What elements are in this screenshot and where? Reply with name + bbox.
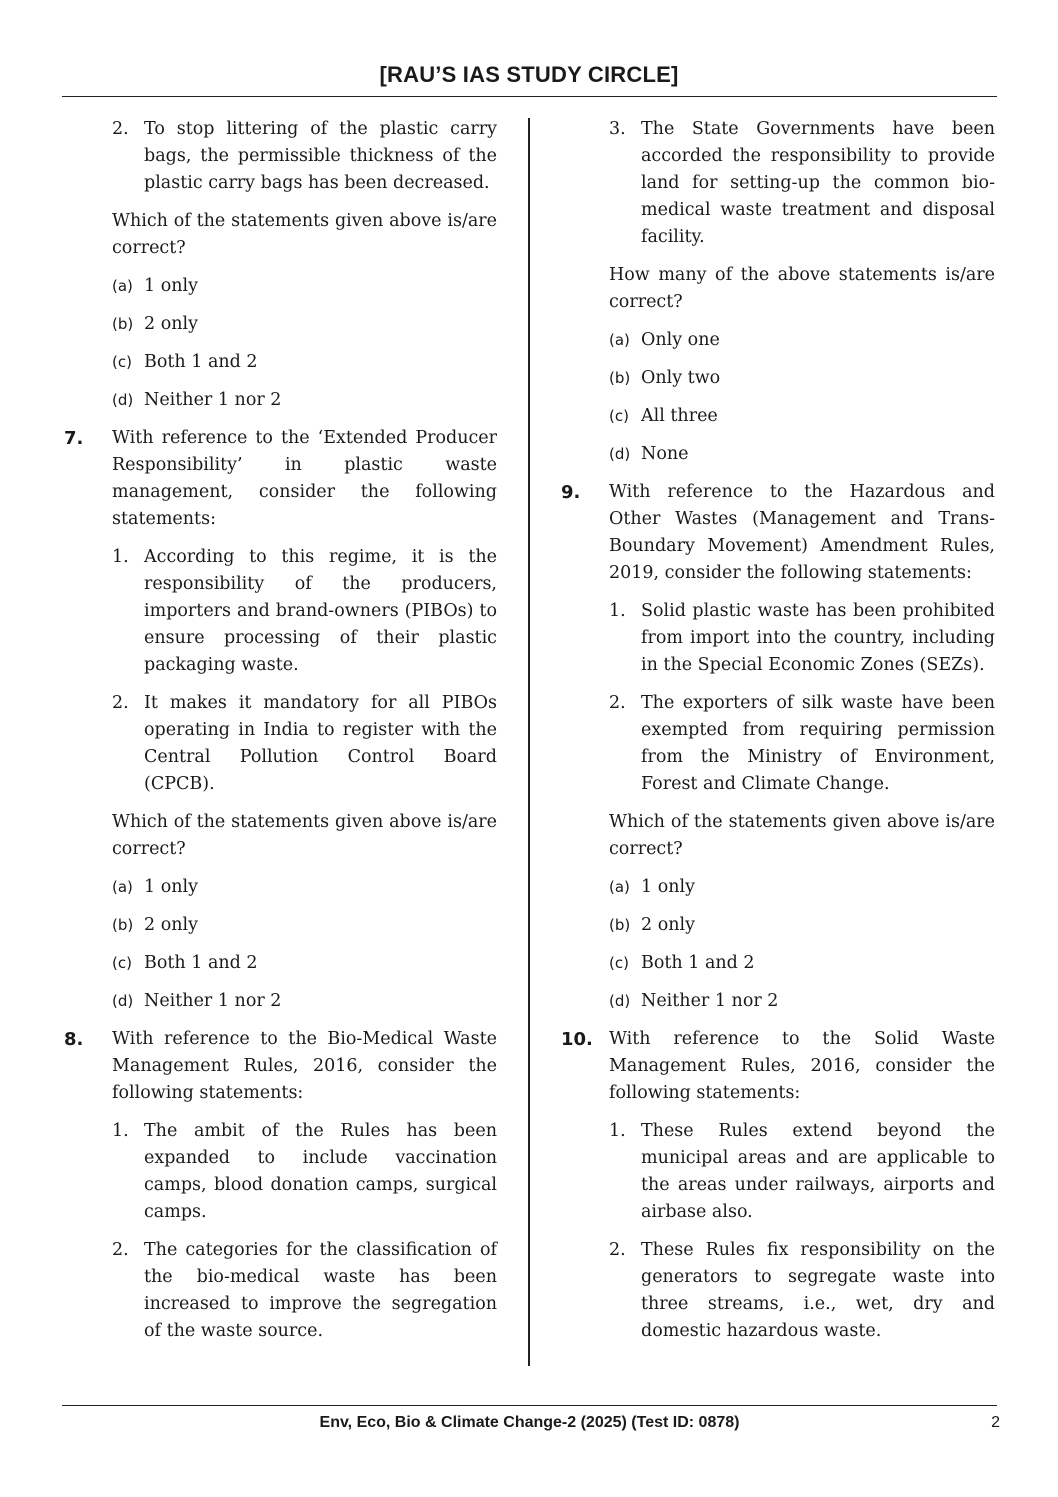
question-number: 8. (64, 1029, 84, 1050)
page-number: 2 (991, 1414, 1000, 1431)
option-text: 2 only (144, 314, 198, 334)
option-b[interactable] (112, 311, 497, 338)
option-letter: (b) (112, 315, 134, 333)
statement-text: The State Governments have been accorded the responsibility to provide land for setting-up the common bio-medical waste treatment and disposal facility. (641, 119, 995, 247)
statement-number: 2. (609, 1240, 626, 1260)
question-8 (60, 1026, 497, 1345)
option-letter: (b) (609, 369, 631, 387)
statement-text: It makes it mandatory for all PIBOs operating in India to register with the Central Pollution Control Board (CPCB). (144, 693, 497, 794)
option-text: None (641, 444, 689, 464)
right-column (557, 116, 995, 1356)
question-6-continued (60, 116, 497, 414)
option-d[interactable] (112, 387, 497, 414)
statement-number: 1. (609, 601, 626, 621)
option-text: 1 only (144, 276, 198, 296)
option-text: Both 1 and 2 (144, 953, 258, 973)
question-10 (557, 1026, 995, 1345)
statement (609, 598, 995, 679)
statement-number: 2. (112, 1240, 129, 1260)
statement-text: The ambit of the Rules has been expanded to include vaccination camps, blood donation camps, surgical camps. (144, 1121, 497, 1222)
statement-text: According to this regime, it is the responsibility of the producers, importers and brand-owners (PIBOs) to ensure processing of their plastic packaging waste. (144, 547, 497, 675)
statement (112, 1118, 497, 1226)
option-text: Only one (641, 330, 720, 350)
option-letter: (c) (112, 353, 132, 371)
statement (609, 1237, 995, 1345)
option-text: 2 only (144, 915, 198, 935)
statement-text: The categories for the classification of the bio-medical waste has been increased to improve the segregation of the waste source. (144, 1240, 497, 1341)
statement-number: 1. (112, 547, 129, 567)
question-9 (557, 479, 995, 1015)
option-a[interactable] (609, 327, 995, 354)
statement-number: 2. (112, 119, 129, 139)
question-7 (60, 425, 497, 1015)
question-stem: With reference to the Bio-Medical Waste Management Rules, 2016, consider the following statements: (112, 1029, 497, 1103)
option-letter: (a) (609, 331, 630, 349)
statement-text: The exporters of silk waste have been exempted from requiring permission from the Ministry of Environment, Forest and Climate Change. (641, 693, 995, 794)
option-c[interactable] (112, 349, 497, 376)
option-letter: (a) (609, 878, 630, 896)
option-letter: (d) (609, 992, 631, 1010)
option-letter: (c) (609, 407, 629, 425)
option-c[interactable] (609, 403, 995, 430)
statement-number: 2. (112, 693, 129, 713)
option-text: 1 only (641, 877, 695, 897)
option-a[interactable] (112, 874, 497, 901)
option-d[interactable] (609, 988, 995, 1015)
option-text: Neither 1 nor 2 (144, 991, 282, 1011)
option-d[interactable] (609, 441, 995, 468)
page-header-title: [RAU’S IAS STUDY CIRCLE] (379, 62, 679, 87)
option-c[interactable] (112, 950, 497, 977)
option-d[interactable] (112, 988, 497, 1015)
option-b[interactable] (609, 365, 995, 392)
statement (112, 690, 497, 798)
statement (609, 690, 995, 798)
option-text: Both 1 and 2 (144, 352, 258, 372)
option-a[interactable] (609, 874, 995, 901)
header-divider (62, 96, 997, 97)
option-text: All three (641, 406, 718, 426)
question-ask: Which of the statements given above is/are correct? (112, 211, 497, 258)
statement-text: These Rules extend beyond the municipal areas and are applicable to the areas under railways, airports and airbase also. (641, 1121, 995, 1222)
option-b[interactable] (609, 912, 995, 939)
question-stem: With reference to the Solid Waste Management Rules, 2016, consider the following statements: (609, 1029, 995, 1103)
footer-divider (62, 1405, 997, 1406)
option-a[interactable] (112, 273, 497, 300)
footer-title: Env, Eco, Bio & Climate Change-2 (2025) (Test ID: 0878) (319, 1414, 740, 1431)
option-text: Only two (641, 368, 721, 388)
option-letter: (b) (609, 916, 631, 934)
option-letter: (d) (112, 992, 134, 1010)
question-ask: How many of the above statements is/are correct? (609, 265, 995, 312)
statement (609, 116, 995, 251)
question-ask: Which of the statements given above is/are correct? (112, 812, 497, 859)
question-number: 10. (561, 1029, 593, 1050)
statement (112, 544, 497, 679)
column-divider (528, 118, 530, 1366)
statement (609, 1118, 995, 1226)
statement (112, 1237, 497, 1345)
option-text: Both 1 and 2 (641, 953, 755, 973)
left-column (60, 116, 497, 1356)
option-letter: (b) (112, 916, 134, 934)
option-letter: (a) (112, 878, 133, 896)
statement-number: 1. (609, 1121, 626, 1141)
option-letter: (c) (112, 954, 132, 972)
question-8-continued (557, 116, 995, 468)
option-text: 2 only (641, 915, 695, 935)
question-stem: With reference to the Hazardous and Other Wastes (Management and Trans-Boundary Movement) Amendment Rules, 2019, consider the following statements: (609, 482, 995, 583)
option-letter: (d) (609, 445, 631, 463)
statement-text: These Rules fix responsibility on the generators to segregate waste into three streams, i.e., wet, dry and domestic hazardous waste. (641, 1240, 995, 1341)
statement-text: To stop littering of the plastic carry bags, the permissible thickness of the plastic carry bags has been decreased. (144, 119, 497, 193)
option-letter: (a) (112, 277, 133, 295)
statement (112, 116, 497, 197)
option-text: Neither 1 nor 2 (641, 991, 779, 1011)
question-number: 9. (561, 482, 581, 503)
question-ask: Which of the statements given above is/are correct? (609, 812, 995, 859)
option-letter: (c) (609, 954, 629, 972)
option-letter: (d) (112, 391, 134, 409)
statement-number: 3. (609, 119, 626, 139)
question-number: 7. (64, 428, 84, 449)
statement-number: 1. (112, 1121, 129, 1141)
question-stem: With reference to the ‘Extended Producer Responsibility’ in plastic waste management, consider the following statements: (112, 428, 497, 529)
option-text: Neither 1 nor 2 (144, 390, 282, 410)
option-text: 1 only (144, 877, 198, 897)
option-c[interactable] (609, 950, 995, 977)
statement-text: Solid plastic waste has been prohibited from import into the country, including in the Special Economic Zones (SEZs). (641, 601, 995, 675)
statement-number: 2. (609, 693, 626, 713)
option-b[interactable] (112, 912, 497, 939)
